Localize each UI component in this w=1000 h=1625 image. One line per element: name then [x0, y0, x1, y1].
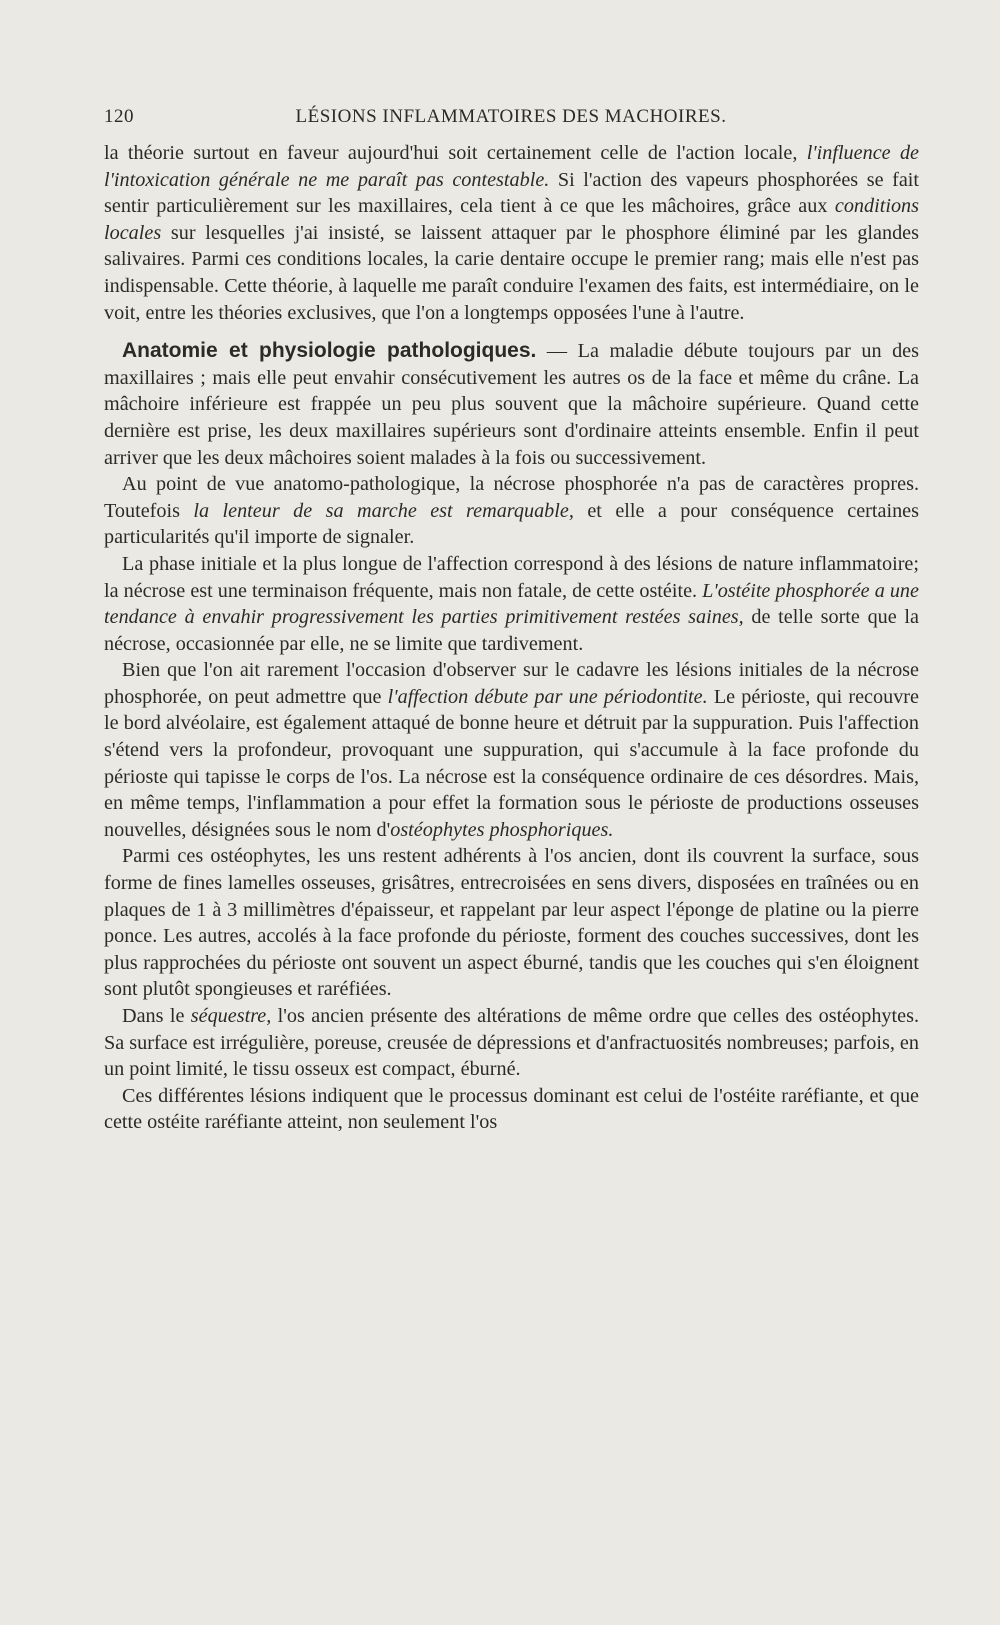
italic-run: L'ostéite phosphorée a une tendance à envahir progressivement les parties primitivement restées saines,	[104, 579, 919, 629]
text-run: la théorie surtout en faveur aujourd'hui soit certainement celle de l'action locale,	[104, 142, 807, 164]
text-run: Parmi ces ostéophytes, les uns restent adhérents à l'os ancien, dont ils couvrent la surface, sous forme de fines lamelles osseuses, grisâtres, entrecroisées en sens divers, disposées en traînées ou en plaques de 1 à 3 millimètres d'épaisseur, et rappelant par leur aspect l'éponge de platine ou la pierre ponce. Les autres, accolés à la face profonde du périoste, forment des couches successives, dont les plus rapprochées du périoste ont souvent un aspect éburné, tandis que les couches qui s'en éloignent sont plutôt spongieuses et raréfiées.	[104, 845, 919, 1001]
text-run: — La maladie débute toujours par un des maxillaires ; mais elle peut envahir consécutivement les autres os de la face et même du crâne. La mâchoire inférieure est frappée un peu plus souvent que la mâchoire supérieure. Quand cette dernière est prise, les deux maxillaires supérieurs sont d'ordinaire atteints ensemble. Enfin il peut arriver que les deux mâchoires soient malades à la fois ou successivement.	[104, 340, 919, 469]
running-title: LÉSIONS INFLAMMATOIRES DES MACHOIRES.	[295, 106, 727, 127]
section-heading: Anatomie et physiologie pathologiques.	[122, 339, 537, 363]
body-text	[104, 140, 919, 1136]
paragraph-2	[104, 338, 919, 471]
text-run: Le périoste, qui recouvre le bord alvéolaire, est également attaqué de bonne heure et détruit par la suppuration. Puis l'affection s'étend vers la profondeur, provoquant une suppuration, qui s'accumule à la face profonde du périoste qui tapisse le corps de l'os. La nécrose est la conséquence ordinaire de ces désordres. Mais, en même temps, l'inflammation a pour effet la formation sous le périoste de productions osseuses nouvelles, désignées sous le nom d'	[104, 685, 919, 841]
paragraph-4	[104, 551, 919, 657]
text-run: Au point de vue anatomo-pathologique, la nécrose phosphorée n'a pas de caractères propres. Toutefois	[104, 473, 919, 522]
text-run: l'os ancien présente des altérations de même ordre que celles des ostéophytes. Sa surface est irrégulière, poreuse, creusée de dépressions et d'anfractuosités nombreuses; parfois, en un point limité, le tissu osseux est compact, éburné.	[104, 1005, 919, 1081]
italic-run: séquestre,	[190, 1005, 272, 1027]
paragraph-5	[104, 657, 919, 843]
text-run: Dans le	[122, 1005, 191, 1027]
text-run: de telle sorte que la nécrose, occasionnée par elle, ne se limite que tardivement.	[104, 606, 919, 655]
running-head	[104, 106, 918, 128]
text-run: Bien que l'on ait rarement l'occasion d'observer sur le cadavre les lésions initiales de la nécrose phosphorée, on peut admettre que	[104, 659, 919, 708]
text-run: Si l'action des vapeurs phosphorées se fait sentir particulièrement sur les maxillaires, cela tient à ce que les mâchoires, grâce aux	[104, 168, 920, 218]
text-run: sur lesquelles j'ai insisté, se laissent attaquer par le phosphore éliminé par les glandes salivaires. Parmi ces conditions locales, la carie dentaire occupe le premier rang; mais elle n'est pas indispensable. Cette théorie, à laquelle me paraît conduire l'examen des faits, est intermédiaire, on le voit, entre les théories exclusives, que l'on a longtemps opposées l'une à l'autre.	[104, 221, 919, 324]
italic-run: conditions locales	[104, 195, 919, 244]
paragraph-3	[104, 471, 919, 551]
italic-run: l'influence de l'intoxication générale ne me paraît pas contestable.	[104, 142, 919, 191]
text-run: et elle a pour conséquence certaines particularités qu'il importe de signaler.	[104, 499, 919, 549]
text-run: Ces différentes lésions indiquent que le processus dominant est celui de l'ostéite raréfiante, et que cette ostéite raréfiante atteint, non seulement l'os	[104, 1084, 919, 1134]
italic-run: l'affection débute par une périodontite.	[387, 685, 708, 708]
paragraph-6	[104, 843, 919, 1003]
italic-run: ostéophytes phosphoriques.	[390, 818, 614, 841]
paragraph-7	[104, 1003, 919, 1083]
page-number: 120	[104, 106, 134, 127]
text-run: La phase initiale et la plus longue de l'affection correspond à des lésions de nature inflammatoire; la nécrose est une terminaison fréquente, mais non fatale, de cette ostéite.	[104, 552, 919, 602]
italic-run: la lenteur de sa marche est remarquable,	[193, 499, 574, 522]
paragraph-1	[104, 140, 919, 326]
paragraph-8	[104, 1083, 919, 1136]
